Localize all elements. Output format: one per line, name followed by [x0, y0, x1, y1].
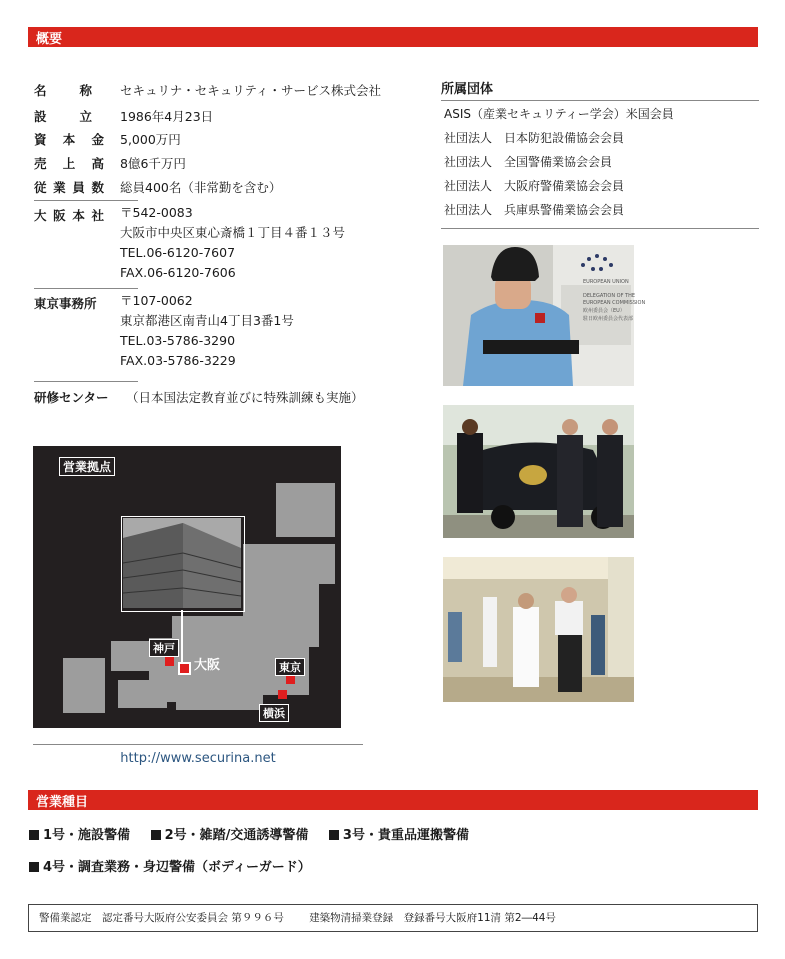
info-value-sales: 8億6千万円	[120, 156, 186, 171]
associations-panel	[441, 78, 759, 217]
business-type: 2号・雑踏/交通誘導警備	[164, 828, 309, 843]
hq-building-photo	[123, 518, 241, 608]
info-label-char: 社	[91, 208, 104, 223]
tokyo-marker	[286, 675, 295, 684]
info-label-char: 立	[79, 109, 92, 124]
business-heading: 営業種目	[36, 795, 89, 810]
certification-footer	[28, 904, 758, 932]
info-label-char: 設	[34, 109, 47, 124]
photo-security-guard	[443, 245, 646, 386]
info-value-name: セキュリナ・セキュリティ・サービス株式会社	[120, 83, 382, 98]
eu-sign-text: EUROPEAN UNION	[583, 279, 629, 285]
overview-section-bar	[28, 27, 758, 47]
associations-divider	[441, 228, 759, 229]
map-city-yokohama: 横浜	[259, 704, 289, 722]
business-type: 4号・調査業務・身辺警備（ボディーガード）	[43, 860, 311, 875]
photo-training	[443, 557, 634, 702]
info-label-char: 本	[72, 208, 85, 223]
association-item: 社団法人 全国警備業協会会員	[444, 155, 613, 169]
osaka-address: 大阪市中央区東心斎橋１丁目４番１３号	[120, 225, 346, 240]
info-label-char: 称	[79, 83, 92, 98]
associations-title: 所属団体	[441, 78, 759, 101]
info-divider	[34, 288, 138, 289]
guard-photo-image	[443, 245, 646, 386]
business-type: 1号・施設警備	[43, 828, 131, 843]
info-label-char: 大	[34, 208, 47, 223]
bodyguards-photo-image	[443, 405, 634, 538]
kobe-marker	[165, 657, 174, 666]
business-section-bar	[28, 790, 758, 810]
info-label-char: 本	[62, 132, 76, 147]
info-label-char: 売	[34, 156, 47, 171]
info-label-char: 業	[53, 180, 66, 195]
business-type: 3号・貴重品運搬警備	[342, 828, 469, 843]
eu-sign-text: 欧州委員会（EU）	[583, 308, 625, 314]
info-label-osaka	[34, 206, 104, 224]
tokyo-fax: FAX.03-5786-3229	[120, 353, 236, 368]
info-value-training: （日本国法定教育並びに特殊訓練も実施）	[126, 390, 364, 405]
association-item: 社団法人 大阪府警備業協会会員	[444, 179, 625, 193]
info-label-tokyo: 東京事務所	[34, 296, 97, 311]
hq-callout-line	[181, 610, 183, 668]
osaka-fax: FAX.06-6120-7606	[120, 265, 236, 280]
business-types-row-1	[29, 824, 469, 843]
tokyo-tel: TEL.03-5786-3290	[120, 333, 236, 348]
bullet-square-icon	[29, 862, 39, 872]
business-types-row-2	[29, 856, 311, 875]
info-label-sales	[34, 154, 104, 172]
eu-sign-text: EUROPEAN COMMISSION	[583, 300, 646, 306]
info-label-char: 金	[91, 132, 104, 147]
map-land-hokkaido	[276, 483, 335, 537]
info-divider	[34, 200, 138, 201]
tokyo-postal: 〒107-0062	[120, 293, 193, 308]
map-city-tokyo: 東京	[275, 658, 305, 676]
info-label-capital	[34, 130, 104, 148]
info-label-char: 従	[34, 180, 47, 195]
website-url[interactable]: http://www.securina.net	[33, 744, 363, 766]
info-label-char: 高	[91, 156, 104, 171]
hq-building-image	[123, 518, 241, 608]
overview-heading: 概要	[36, 32, 63, 47]
map-land-kii	[176, 671, 263, 710]
info-label-char: 名	[34, 83, 47, 98]
info-value-capital: 5,000万円	[120, 132, 181, 147]
training-photo-image	[443, 557, 634, 702]
info-label-founded	[34, 107, 92, 125]
map-land-kyushu	[63, 658, 105, 713]
map-land-chugoku	[111, 641, 149, 671]
info-label-char: 資	[34, 132, 47, 147]
map-land-tohoku	[243, 544, 335, 584]
info-value-founded: 1986年4月23日	[120, 109, 214, 124]
info-value-tokyo	[120, 291, 294, 371]
osaka-postal: 〒542-0083	[120, 205, 193, 220]
association-item: 社団法人 兵庫県警備業協会会員	[444, 203, 625, 217]
map-land-shikoku	[118, 680, 167, 708]
map-title: 営業拠点	[59, 457, 115, 476]
security-certification: 警備業認定 認定番号大阪府公安委員会 第９９６号	[39, 912, 284, 924]
yokohama-marker	[278, 690, 287, 699]
bullet-square-icon	[29, 830, 39, 840]
business-locations-map	[33, 446, 341, 728]
bullet-square-icon	[329, 830, 339, 840]
osaka-marker	[178, 662, 191, 675]
association-item: ASIS（産業セキュリティー学会）米国会員	[444, 107, 674, 121]
info-label-char: 数	[91, 180, 104, 195]
tokyo-address: 東京都港区南青山4丁目3番1号	[120, 313, 294, 328]
map-city-osaka: 大阪	[194, 658, 221, 673]
info-label-employees	[34, 178, 104, 196]
map-city-kobe: 神戸	[149, 639, 179, 657]
association-item: 社団法人 日本防犯設備協会会員	[444, 131, 625, 145]
bullet-square-icon	[151, 830, 161, 840]
info-label-training: 研修センター	[34, 390, 109, 405]
info-label-char: 阪	[53, 208, 66, 223]
info-divider	[34, 381, 138, 382]
eu-sign-text: DELEGATION OF THE	[583, 293, 636, 299]
info-label-name	[34, 81, 92, 99]
photo-bodyguards	[443, 405, 634, 538]
eu-sign-text: 駐日欧州委員会代表部	[583, 316, 634, 322]
info-label-char: 上	[62, 156, 76, 171]
osaka-tel: TEL.06-6120-7607	[120, 245, 236, 260]
info-label-char: 員	[72, 180, 85, 195]
info-value-osaka	[120, 203, 345, 283]
cleaning-certification: 建築物清掃業登録 登録番号大阪府11清 第2―44号	[309, 912, 556, 924]
info-value-employees: 総員400名（非常勤を含む）	[120, 180, 282, 195]
